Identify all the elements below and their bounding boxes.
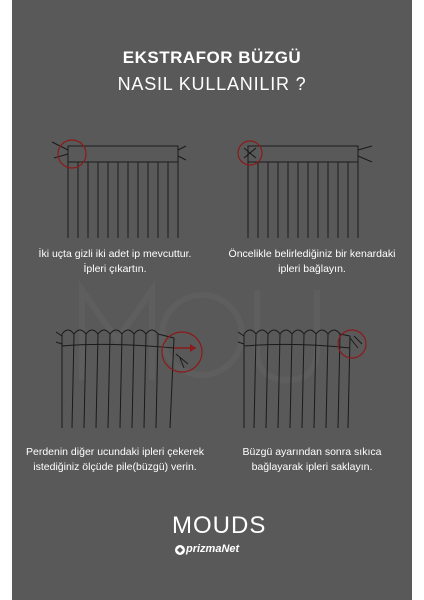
arrow-right-icon: [174, 344, 196, 352]
step3-caption: Perdenin diğer ucundaki ipleri çekerek istediğiniz ölçüde pile(büzgü) verin.: [25, 446, 205, 473]
page-title: EKSTRAFOR BÜZGÜ: [122, 48, 302, 67]
step3-curtain-illustration: [48, 318, 208, 430]
step2-curtain-illustration: [234, 128, 374, 240]
step4-caption: Büzgü ayarından sonra sıkıca bağlayarak ipleri saklayın.: [242, 446, 382, 473]
brand-logo: [172, 512, 267, 572]
step1-curtain-illustration: [48, 128, 188, 240]
logo-brand-text: MOUDS: [172, 512, 267, 539]
step4-curtain-illustration: [234, 318, 374, 430]
step1-caption: İki uçta gizli iki adet ip mevcuttur. İpleri çıkartın.: [38, 248, 192, 275]
prizma-mark-icon: [174, 544, 186, 556]
page-subtitle: NASIL KULLANILIR ?: [117, 74, 307, 94]
step2-caption: Öncelikle belirlediğiniz bir kenardaki ipleri bağlayın.: [228, 248, 396, 275]
logo-sub-text: prizmaNet: [186, 543, 240, 555]
instruction-card: [12, 0, 412, 600]
